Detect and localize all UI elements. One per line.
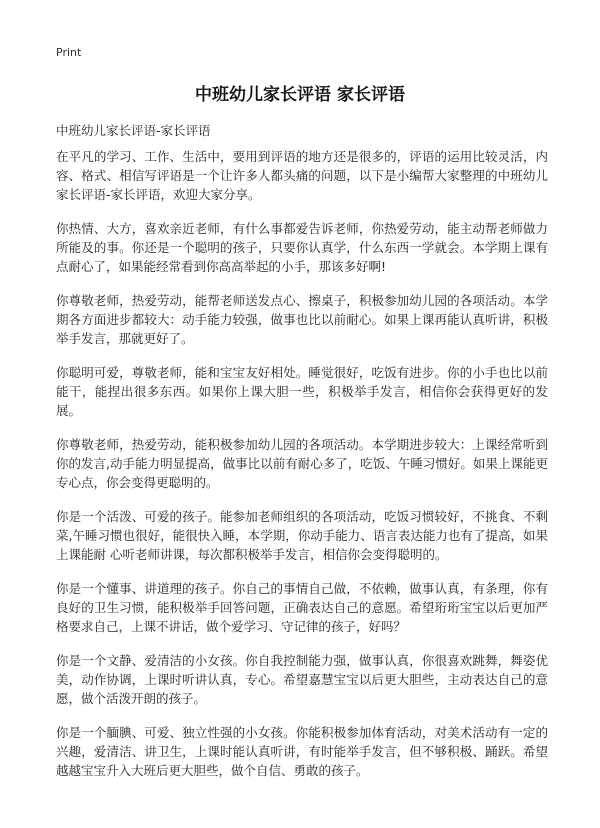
document-subtitle: 中班幼儿家长评语-家长评语 (56, 123, 211, 138)
print-label[interactable]: Print (56, 46, 82, 59)
paragraph-intro: 在平凡的学习、工作、生活中，要用到评语的地方还是很多的，评语的运用比较灵活，内容、格式、相信写评语是一个让许多人都头痛的问题，以下是小编帮大家整理的中班幼儿家长评语-家长评语，欢迎大家分享。 (56, 149, 548, 202)
paragraph-comment: 你是一个活泼、可爱的孩子。能参加老师组织的各项活动，吃饭习惯较好，不挑食、不剩菜,午睡习惯也很好，能很快入睡，本学期，你动手能力、语言表达能力也有了提高，如果上课能耐 心听老师讲课，每次都积极举手发言，相信你会变得聪明的。 (56, 509, 548, 562)
page-title: 中班幼儿家长评语 家长评语 (195, 85, 405, 105)
paragraph-comment: 你尊敬老师，热爱劳动，能帮老师送发点心、擦桌子，积极参加幼儿园的各项活动。本学期各方面进步都较大：动手能力较强，做事也比以前耐心。如果上课再能认真听讲，积极举手发言，那就更好了。 (56, 293, 548, 346)
paragraph-comment: 你是一个文静、爱清洁的小女孩。你自我控制能力强，做事认真，你很喜欢跳舞，舞姿优美，动作协调，上课时听讲认真，专心。希望嘉慧宝宝以后更大胆些，主动表达自己的意愿，做个活泼开朗的孩子。 (56, 653, 548, 706)
paragraph-comment: 你尊敬老师，热爱劳动，能积极参加幼儿园的各项活动。本学期进步较大：上课经常听到你的发言,动手能力明显提高，做事比以前有耐心多了，吃饭、午睡习惯好。如果上课能更专心点，你会变得更聪明的。 (56, 437, 548, 490)
paragraph-comment: 你聪明可爱，尊敬老师，能和宝宝友好相处。睡觉很好，吃饭有进步。你的小手也比以前能干，能捏出很多东西。如果你上课大胆一些，积极举手发言，相信你会获得更好的发展。 (56, 365, 548, 418)
paragraph-comment: 你热情、大方，喜欢亲近老师，有什么事都爱告诉老师，你热爱劳动，能主动帮老师做力所能及的事。你还是一个聪明的孩子，只要你认真学，什么东西一学就会。本学期上课有点耐心了，如果能经常看到你高高举起的小手，那该多好啊! (56, 221, 548, 274)
paragraph-comment: 你是一个腼腆、可爱、独立性强的小女孩。你能积极参加体育活动，对美术活动有一定的兴趣，爱清洁、讲卫生，上课时能认真听讲，有时能举手发言，但不够积极、踊跃。希望越越宝宝升入大班后更大胆些，做个自信、勇敢的孩子。 (56, 725, 548, 778)
paragraph-comment: 你是一个懂事、讲道理的孩子。你自己的事情自己做，不依赖，做事认真，有条理，你有良好的卫生习惯，能积极举手回答问题，正确表达自己的意愿。希望珩珩宝宝以后更加严格要求自己，上课不讲话，做个爱学习、守记律的孩子，好吗？ (56, 581, 548, 634)
document-body (56, 147, 548, 795)
